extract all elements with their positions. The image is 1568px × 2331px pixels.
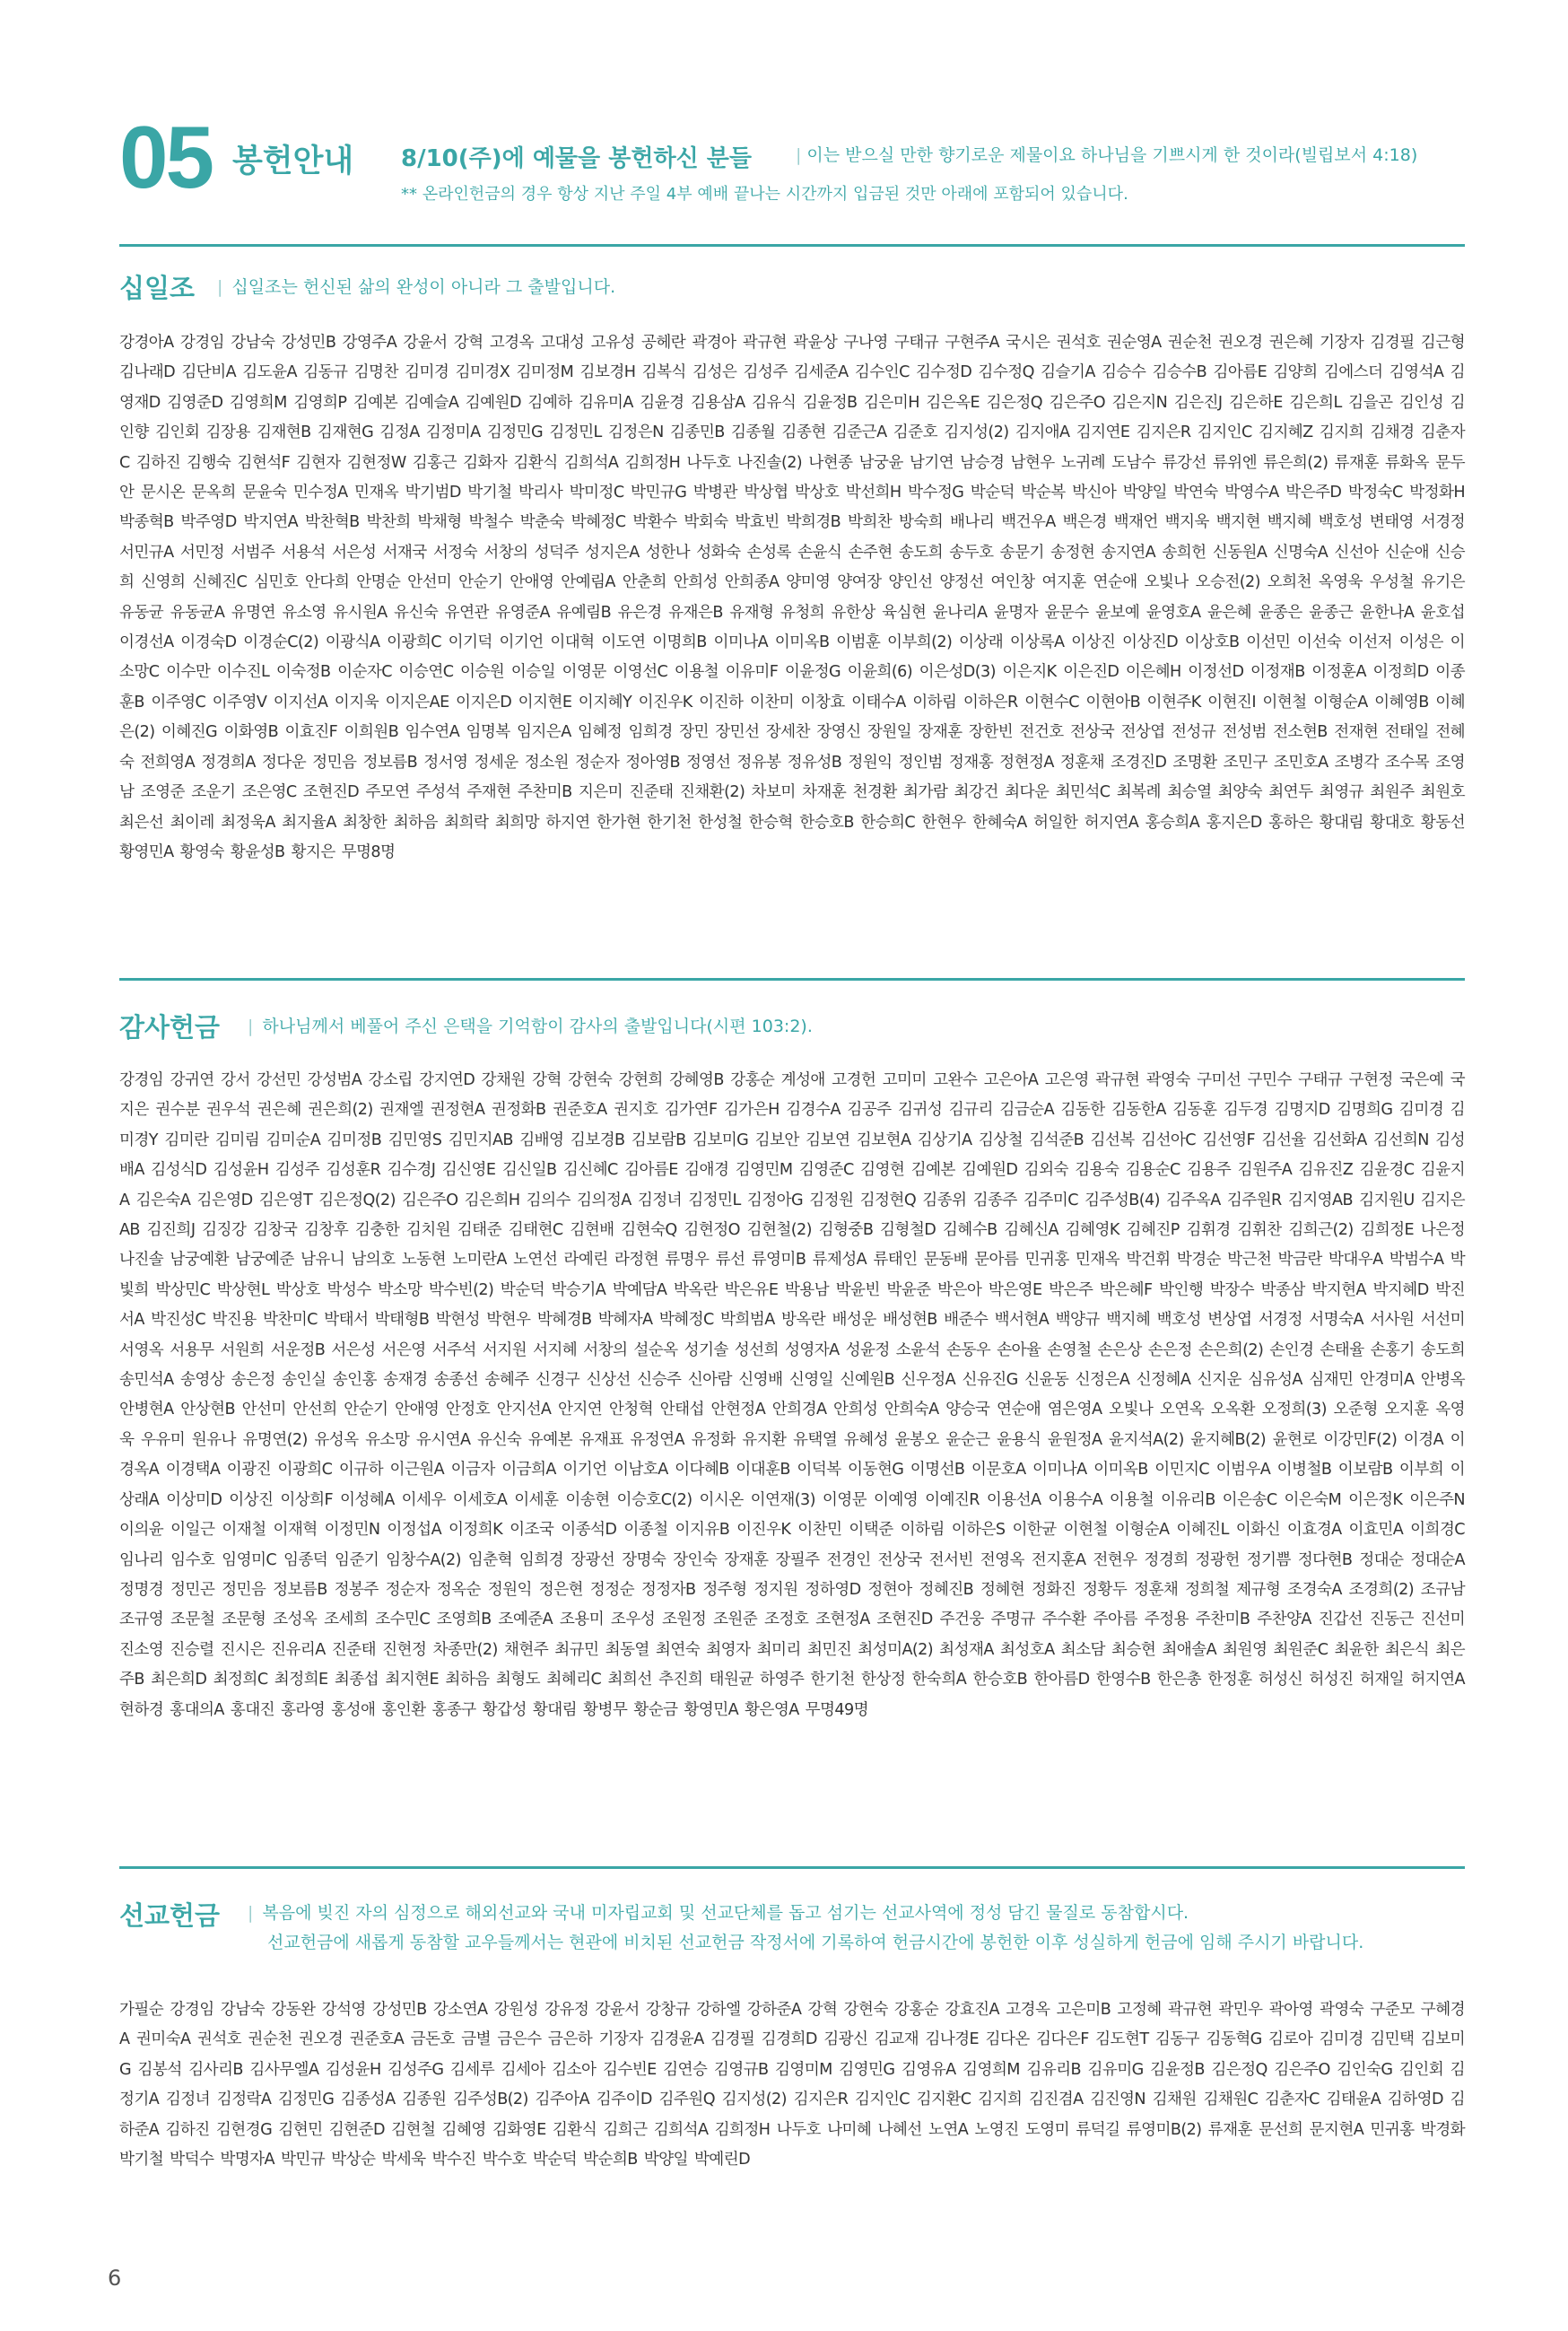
divider-line	[119, 244, 1465, 247]
tithe-names: 강경아A 강경임 강남숙 강성민B 강영주A 강윤서 강혁 고경옥 고대성 고유성 공헤란 곽경아 곽규현 곽윤상 구나영 구태규 구현주A 국시은 권석호 권순영A 권순천 권오경 권은혜 기장자 김경필 김근형 김나래D 김단비A 김도윤A 김동규 김명찬 김미경 김미경X 김미정M 김보경H 김복식 김성은 김성주 김세준A 김수인C 김수정D 김수정Q 김슬기A 김승수 김승수B 김아름E 김양희 김에스더 김영석A 김영재D 김영준D 김영희M 김영희P 김예본 김예슬A 김예원D 김예하 김유미A 김윤경 김용삼A 김유식 김윤정B 김은미H 김은옥E 김은정Q 김은주O 김은지N 김은진J 김은하E 김은희L 김을곤 김인성 김인향 김인회 김장용 김재현B 김재현G 김정A 김정미A 김정민G 김정민L 김정은N 김종민B 김종월 김종현 김준근A 김준호 김지성(2) 김지애A 김지연E 김지은R 김지인C 김지혜Z 김지희 김채경 김춘자C 김하진 김행숙 김현석F 김현자 김현정W 김홍근 김화자 김환식 김희석A 김희정H 나두호 나진솔(2) 나현종 남궁윤 남기연 남승경 남현우 노귀례 도남수 류강선 류위엔 류은희(2) 류재훈 류화옥 문두안 문시온 문옥희 문윤숙 민수정A 민재옥 박기범D 박기철 박리사 박미정C 박민규G 박병관 박상협 박상호 박선희H 박수정G 박순덕 박순복 박신아 박양일 박연숙 박영수A 박은주D 박정숙C 박정화H 박종혁B 박주영D 박지연A 박찬혁B 박찬희 박채형 박철수 박춘숙 박혜정C 박환수 박회숙 박효빈 박희경B 박희찬 방숙희 배나리 백건우A 백은경 백재언 백지욱 백지현 백지혜 백호성 변태영 서경정 서민규A 서민정 서범주 서용석 서은성 서재국 서정숙 서창의 성덕주 성지은A 성한나 성화숙 손성록 손윤식 손주현 송도희 송두호 송문기 송정현 송지연A 송희헌 신동원A 신명숙A 신선아 신순애 신승희 신영희 신혜진C 심민호 안다희 안명순 안선미 안순기 안애영 안예림A 안춘희 안희성 안희종A 양미영 양여장 양인선 양정선 여인창 여지훈 연순애 오빛나 오승전(2) 오희천 옥영욱 우성철 유기은 유동균 유동균A 유명연 유소영 유시원A 유신숙 유연관 유영준A 유예림B 유은경 유재은B 유재형 유청희 유한상 육심현 윤나리A 윤명자 윤문수 윤보예 윤영호A 윤은혜 윤종은 윤종근 윤한나A 윤호섭 이경선A 이경숙D 이경순C(2) 이광식A 이광희C 이기덕 이기언 이대혁 이도연 이명희B 이미나A 이미옥B 이범훈 이부희(2) 이상래 이상록A 이상진 이상진D 이상호B 이선민 이선숙 이선저 이성은 이소망C 이수만 이수진L 이숙정B 이순자C 이승연C 이승원 이승일 이영문 이영선C 이용철 이유미F 이윤정G 이윤희(6) 이은성D(3) 이은지K 이은진D 이은혜H 이정선D 이정재B 이정훈A 이정희D 이종훈B 이주영C 이주영V 이지선A 이지욱 이지은AE 이지은D 이지현E 이지혜Y 이진우K 이진하 이찬미 이창효 이태수A 이하림 이하은R 이현수C 이현아B 이현주K 이현진I 이현철 이형순A 이혜영B 이혜은(2) 이혜진G 이화영B 이효진F 이희원B 임수연A 임명복 임지은A 임혜정 임희경 장민 장민선 장세찬 장영신 장원일 장재훈 장한빈 전건호 전상국 전상엽 전성규 전성범 전소현B 전재현 전태일 전혜숙 전희영A 정경희A 정다운 정민음 정보름B 정서영 정세운 정소원 정순자 정아영B 정영선 정유봉 정유성B 정원익 정인범 정재홍 정현정A 정훈채 조경진D 조명환 조민구 조민호A 조병각 조수목 조영남 조영준 조운기 조은영C 조현진D 주모연 주성석 주재현 주찬미B 지은미 진준태 진채환(2) 차보미 차재훈 천경환 최가람 최강건 최다운 최민석C 최복례 최승열 최양숙 최연두 최영규 최원주 최원호 최은선 최이레 최정욱A 최지율A 최창한 최하음 최희락 최희망 하지연 한가현 한기천 한성철 한승혁 한승호B 한승희C 한현우 한혜숙A 허일한 허지연A 홍승희A 홍지은D 홍하은 황대림 황대호 황동선 황영민A 황영숙 황윤성B 황지은 무명8명	[119, 334, 1465, 861]
mission-desc-text: 복음에 빚진 자의 심정으로 해외선교와 국내 미자립교회 및 선교단체를 돕고 섬기는 선교사역에 정성 담긴 물질로 동참합시다.	[262, 1903, 1189, 1923]
divider-line	[119, 978, 1465, 981]
scripture-text: 이는 받으실 만한 향기로운 제물이요 하나님을 기쁘시게 한 것이라(빌립보서 4:18)	[806, 145, 1418, 165]
thanks-desc	[248, 1013, 813, 1040]
thanks-desc-text: 하나님께서 베풀어 주신 은택을 기억함이 감사의 출발입니다(시편 103:2).	[262, 1017, 813, 1036]
mission-desc-1	[248, 1899, 1189, 1926]
mission-title: 선교헌금	[119, 1900, 221, 1931]
page-number: 6	[108, 2266, 122, 2291]
divider-bar: |	[248, 1903, 254, 1923]
mission-names: 가필순 강경임 강남숙 강동완 강석영 강성민B 강소연A 강원성 강유정 강윤서 강창규 강하엘 강하준A 강혁 강현숙 강홍순 강효진A 고경옥 고은미B 고정혜 곽규현 곽민우 곽아영 곽영숙 구준모 구혜경A 권미숙A 권석호 권순천 권오경 권준호A 금돈호 금별 금은수 금은하 기장자 김경윤A 김경필 김경희D 김광신 김교재 김나경E 김다온 김다은F 김도현T 김동구 김동혁G 김로아 김미경 김민택 김보미G 김봉석 김사리B 김사무엘A 김성윤H 김성주G 김세루 김세아 김소아 김수빈E 김연승 김영규B 김영미M 김영민G 김영유A 김영희M 김유리B 김유미G 김윤정B 김은정Q 김은주O 김인숙G 김인회 김정기A 김정녀 김정락A 김정민G 김종성A 김종원 김주성B(2) 김주아A 김주이D 김주원Q 김지성(2) 김지은R 김지인C 김지환C 김지희 김진겸A 김진영N 김채원 김채원C 김춘자C 김태윤A 김하영D 김하준A 김하진 김현경G 김현민 김현준D 김현철 김혜영 김화영E 김환식 김희근 김희석A 김희정H 나두호 나미혜 나혜선 노연A 노영진 도영미 류덕길 류영미B(2) 류재훈 문선희 문지현A 민귀홍 박경화 박기철 박덕수 박명자A 박민규 박상순 박세욱 박수진 박수호 박순덕 박순희B 박양일 박예린D	[119, 2001, 1465, 2169]
tithe-title: 십일조	[119, 273, 196, 303]
thanks-names: 강경임 강귀연 강서 강선민 강성범A 강소립 강지연D 강채원 강혁 강현숙 강현희 강혜영B 강홍순 계성애 고경헌 고미미 고완수 고은아A 고은영 곽규현 곽영숙 구미선 구민수 구태규 구현정 국은예 국지은 권수분 권우석 권은혜 권은희(2) 권재엘 권정현A 권정화B 권준호A 권지호 김가연F 김가은H 김경수A 김공주 김귀성 김규리 김금순A 김동한 김동한A 김동훈 김두경 김명지D 김명희G 김미경 김미경Y 김미란 김미림 김미순A 김미정B 김민영S 김민지AB 김배영 김보경B 김보람B 김보미G 김보안 김보연 김보현A 김상기A 김상철 김석준B 김선복 김선아C 김선영F 김선율 김선화A 김선희N 김성배A 김성식D 김성윤H 김성주 김성훈R 김수경J 김신영E 김신일B 김신혜C 김아름E 김애경 김영민M 김영준C 김영현 김예본 김예원D 김외숙 김용숙 김용순C 김용주 김원주A 김유진Z 김윤경C 김윤지A 김은숙A 김은영D 김은영T 김은정Q(2) 김은주O 김은희H 김의수 김의정A 김정녀 김정민L 김정아G 김정원 김정현Q 김종위 김종주 김주미C 김주성B(4) 김주옥A 김주원R 김지영AB 김지원U 김지은AB 김진희J 김징강 김창국 김창후 김충한 김치원 김태준 김태현C 김현배 김현숙Q 김현정O 김현철(2) 김형중B 김형철D 김혜수B 김혜신A 김혜영K 김혜진P 김휘경 김휘찬 김희근(2) 김희정E 나은정 나진솔 남궁예환 남궁예준 남유니 남의호 노동현 노미란A 노연선 라예린 라정현 류명우 류선 류영미B 류제성A 류태인 문동배 문아름 민귀홍 민재옥 박건휘 박경순 박근천 박금란 박대우A 박범수A 박빛희 박상민C 박상현L 박상호 박성수 박소망 박수빈(2) 박순덕 박승기A 박예담A 박옥란 박은유E 박용남 박윤빈 박윤준 박은아 박은영E 박은주 박은혜F 박인행 박장수 박종삼 박지현A 박지혜D 박진서A 박진성C 박진용 박찬미C 박태서 박태형B 박현성 박현우 박혜경B 박혜자A 박혜정C 박희범A 방옥란 배성운 배성현B 배준수 백서현A 백양규 백지혜 백호성 변상엽 서경정 서명숙A 서사원 서선미 서영옥 서용무 서원희 서운정B 서은성 서은영 서주석 서지원 서지혜 서창의 설순옥 성기솔 성선희 성영자A 성윤정 소윤석 손동우 손아율 손영철 손은상 손은정 손은희(2) 손인경 손태율 손홍기 송도희 송민석A 송영상 송은정 송인실 송인홍 송재경 송종선 송혜주 신경구 신상선 신승주 신아람 신영배 신영일 신예원B 신우정A 신유진G 신윤동 신정은A 신정혜A 신지운 심유성A 심재민 안경미A 안병옥 안병현A 안상현B 안선미 안선희 안순기 안애영 안정호 안지선A 안지연 안청혁 안태섭 안현정A 안희경A 안희성 안희숙A 양승국 연순애 염은영A 오빛나 오연옥 오옥환 오정희(3) 오준형 오지훈 옥영욱 우유미 원유나 유명연(2) 유성옥 유소망 유시연A 유신숙 유예본 유재표 유정연A 유정화 유지환 유택열 유혜성 윤봉오 윤순근 윤용식 윤원정A 윤지석A(2) 윤지혜B(2) 윤현로 이강민F(2) 이경A 이경옥A 이경택A 이광진 이광희C 이규하 이근원A 이금자 이금희A 이기언 이남호A 이다혜B 이대훈B 이덕복 이동현G 이명선B 이문호A 이미나A 이미옥B 이민지C 이범우A 이병철B 이보람B 이부희 이상래A 이상미D 이상진 이상희F 이성혜A 이세우 이세호A 이세훈 이송현 이승호C(2) 이시온 이연재(3) 이영문 이예영 이예진R 이용선A 이용수A 이용철 이유리B 이은송C 이은숙M 이은정K 이은주N 이의윤 이일근 이재철 이재혁 이정민N 이정섭A 이정희K 이조국 이종석D 이종철 이지유B 이진우K 이찬민 이택준 이하림 이하은S 이한균 이현철 이형순A 이혜진L 이화신 이효경A 이효민A 이희경C 임나리 임수호 임영미C 임종덕 임준기 임창수A(2) 임춘혁 임희경 장광선 장명숙 장인숙 장재훈 장필주 전경인 전상국 전서빈 전영옥 전지훈A 전현우 정경희 정광헌 정기쁨 정다현B 정대순 정대순A 정명경 정민곤 정민음 정보름B 정봉주 정순자 정옥순 정원익 정은현 정정순 정정자B 정주형 정지원 정하영D 정현아 정혜진B 정혜현 정화진 정황두 정훈채 정희철 제규형 조경숙A 조경희(2) 조규남 조규영 조문철 조문형 조성옥 조세희 조수민C 조영희B 조예준A 조용미 조우성 조원정 조원준 조정호 조현정A 조현진D 주건웅 주명규 주수환 주아름 주정용 주찬미B 주찬양A 진갑선 진동근 진선미 진소영 진승렬 진시은 진유리A 진준태 진현정 차종만(2) 채현주 최규민 최동열 최연숙 최영자 최미리 최민진 최성미A(2) 최성재A 최성호A 최소담 최승현 최애솔A 최원영 최원준C 최윤한 최은식 최은주B 최은희D 최정희C 최정희E 최종섭 최지현E 최하음 최형도 최혜리C 최희선 추진희 태원균 하영주 한기천 한상정 한숙희A 한승호B 한아름D 한영수B 한은총 한정훈 허성신 허성진 허재일 허지연A 현하경 홍대의A 홍대진 홍라영 홍성애 홍인환 홍종구 황갑성 황대림 황병무 황순금 황영민A 황은영A 무명49명	[119, 1071, 1465, 1719]
scripture-quote	[790, 142, 1417, 166]
section-title: 봉헌안내	[232, 144, 354, 179]
mission-desc-2: 선교헌금에 새롭게 동참할 교우들께서는 현관에 비치된 선교헌금 작정서에 기록하여 헌금시간에 봉헌한 이후 성실하게 헌금에 임해 주시기 바랍니다.	[267, 1933, 1364, 1952]
section-subtitle: 8/10(주)에 예물을 봉헌하신 분들	[401, 145, 752, 172]
tithe-desc	[217, 274, 615, 301]
section-header	[119, 108, 1465, 223]
online-offering-note: ** 온라인헌금의 경우 항상 지난 주일 4부 예배 끝나는 시간까지 입금된 것만 아래에 포함되어 있습니다.	[401, 185, 1128, 204]
tithe-desc-text: 십일조는 헌신된 삶의 완성이 아니라 그 출발입니다.	[231, 277, 616, 297]
divider-bar: |	[796, 145, 802, 165]
divider-bar: |	[217, 277, 223, 297]
section-number: 05	[119, 108, 213, 206]
thanks-title: 감사헌금	[119, 1012, 221, 1043]
divider-bar: |	[248, 1017, 254, 1036]
divider-line	[119, 1866, 1465, 1869]
